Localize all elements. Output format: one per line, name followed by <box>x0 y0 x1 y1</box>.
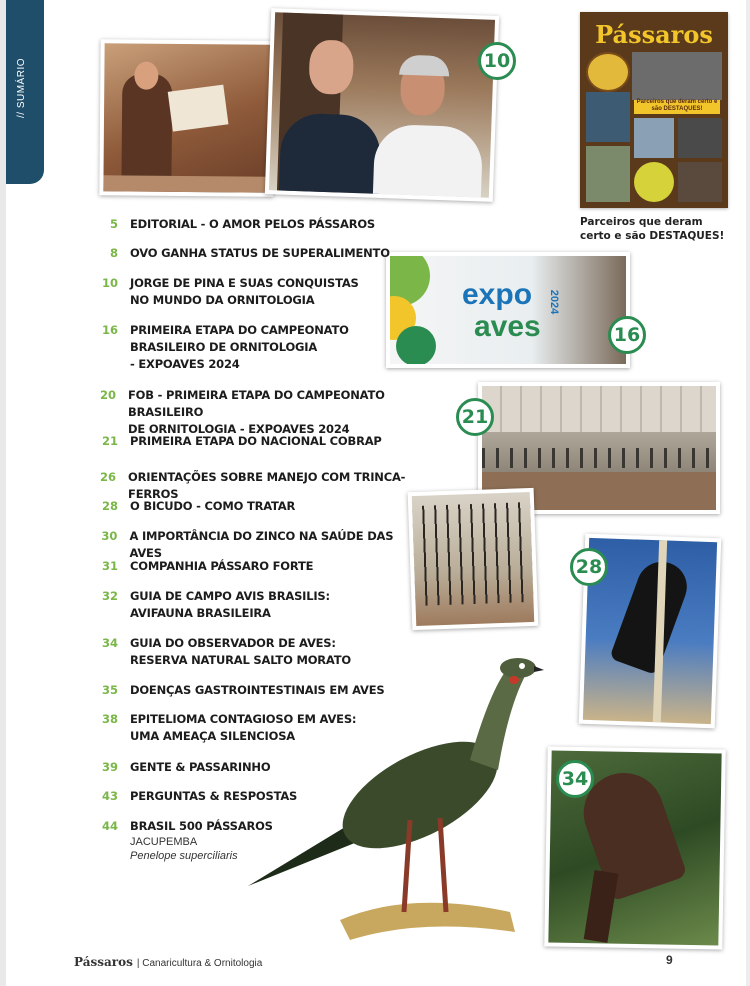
toc-page: 43 <box>101 789 118 803</box>
photo-badge-10: 10 <box>478 42 516 80</box>
toc-entry[interactable] <box>100 433 382 450</box>
cage-stands-photo <box>408 488 539 630</box>
expoaves-banner-photo <box>386 252 630 368</box>
toc-entry[interactable] <box>100 245 390 262</box>
toc-entry[interactable] <box>100 498 295 515</box>
toc-entry[interactable] <box>100 588 330 622</box>
vintage-photo <box>99 39 274 197</box>
toc-species-name: Penelope superciliaris <box>130 850 238 862</box>
toc-title: OVO GANHA STATUS DE SUPERALIMENTO <box>130 246 390 260</box>
toc-title: GENTE & PASSARINHO <box>130 760 271 774</box>
toc-title: A IMPORTÂNCIA DO ZINCO NA SAÚDE DAS AVES <box>129 529 394 560</box>
toc-page: 28 <box>101 499 118 513</box>
cover-title: Pássaros <box>595 20 713 49</box>
toc-title: GUIA DE CAMPO AVIS BRASILIS: AVIFAUNA BRASILEIRA <box>130 589 330 620</box>
cover-headline: Parceiros que deram certo e são DESTAQUES! <box>636 99 718 112</box>
toc-title: PRIMEIRA ETAPA DO NACIONAL COBRAP <box>130 434 382 448</box>
toc-entry[interactable] <box>100 711 356 745</box>
toc-entry[interactable] <box>100 216 375 233</box>
toc-page: 20 <box>100 388 117 402</box>
toc-title: COMPANHIA PÁSSARO FORTE <box>130 559 314 573</box>
toc-page: 31 <box>101 559 118 573</box>
toc-entry[interactable] <box>100 558 313 575</box>
toc-page: 5 <box>109 217 118 231</box>
photo-badge-21: 21 <box>456 398 494 436</box>
toc-title: JORGE DE PINA E SUAS CONQUISTAS NO MUNDO DA ORNITOLOGIA <box>130 276 359 307</box>
toc-title: PERGUNTAS & RESPOSTAS <box>130 789 298 803</box>
toc-entry[interactable] <box>100 818 273 863</box>
toc-page: 8 <box>109 246 118 260</box>
toc-title: ORIENTAÇÕES SOBRE MANEJO COM TRINCA-FERROS <box>128 470 406 501</box>
toc-page: 16 <box>101 323 118 337</box>
toc-page: 32 <box>101 589 118 603</box>
page-footer <box>74 955 262 969</box>
toc-page: 34 <box>101 636 118 650</box>
banner-aves: aves <box>474 310 541 343</box>
toc-page: 35 <box>101 683 118 697</box>
toc-page: 26 <box>100 470 117 484</box>
bird-beak <box>534 666 544 672</box>
toc-title: PRIMEIRA ETAPA DO CAMPEONATO BRASILEIRO DE ORNITOLOGIA - EXPOAVES 2024 <box>130 323 349 371</box>
toc-title: BRASIL 500 PÁSSAROS <box>130 819 273 833</box>
branch <box>340 903 515 940</box>
toc-title: DOENÇAS GASTROINTESTINAIS EM AVES <box>130 683 385 697</box>
toc-entry[interactable] <box>100 275 359 309</box>
toc-page: 44 <box>101 819 118 833</box>
toc-entry[interactable] <box>100 387 420 438</box>
photo-badge-28: 28 <box>570 548 608 586</box>
toc-entry[interactable] <box>100 322 349 373</box>
portrait-photo <box>265 8 499 202</box>
toc-entry[interactable] <box>100 682 385 699</box>
toc-title: FOB - PRIMEIRA ETAPA DO CAMPEONATO BRASILEIRO DE ORNITOLOGIA - EXPOAVES 2024 <box>128 388 385 436</box>
bird-eye <box>519 663 525 669</box>
cover-caption: Parceiros que deram certo e são DESTAQUES! <box>580 216 725 242</box>
toc-subtitle: JACUPEMBA <box>130 836 198 848</box>
toc-entry[interactable] <box>100 528 420 562</box>
section-tab-label: // SUMÁRIO <box>16 57 27 118</box>
page-number: 9 <box>666 953 673 967</box>
toc-entry[interactable] <box>100 635 351 669</box>
bird-head <box>500 658 536 678</box>
toc-page: 21 <box>101 434 118 448</box>
section-tab <box>6 0 44 184</box>
magazine-cover <box>580 12 728 208</box>
toc-title: GUIA DO OBSERVADOR DE AVES: RESERVA NATURAL SALTO MORATO <box>130 636 351 667</box>
toc-title: O BICUDO - COMO TRATAR <box>130 499 296 513</box>
toc-page: 30 <box>101 529 118 543</box>
footer-section: | Canaricultura & Ornitologia <box>136 958 263 969</box>
toc-title: EPITELIOMA CONTAGIOSO EM AVES: UMA AMEAÇA SILENCIOSA <box>130 712 357 743</box>
toc-page: 39 <box>101 760 118 774</box>
toc-entry[interactable] <box>100 759 270 776</box>
toc-page: 38 <box>101 712 118 726</box>
footer-brand: Pássaros <box>74 955 133 969</box>
bird-dewlap <box>509 676 519 684</box>
photo-badge-16: 16 <box>608 316 646 354</box>
banner-year: 2024 <box>548 289 561 315</box>
toc-entry[interactable] <box>100 788 297 805</box>
banner-expo: expo <box>462 278 533 311</box>
toc-page: 10 <box>101 276 118 290</box>
photo-badge-34: 34 <box>556 760 594 798</box>
toc-title: EDITORIAL - O AMOR PELOS PÁSSAROS <box>130 217 376 231</box>
